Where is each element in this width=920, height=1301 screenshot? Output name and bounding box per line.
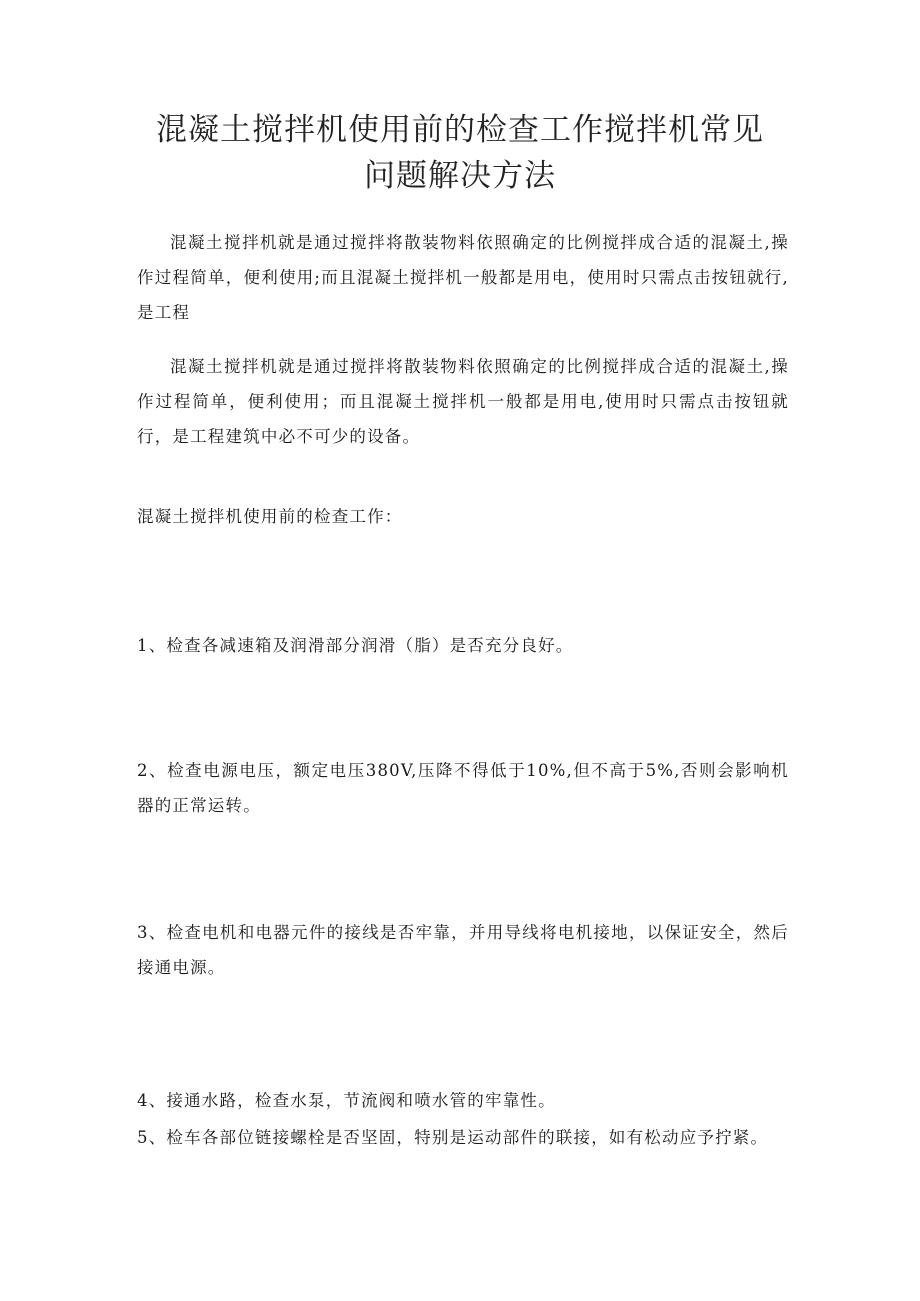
section-heading: 混凝土搅拌机使用前的检查工作：: [137, 507, 403, 526]
checklist-item-5: 5、检车各部位链接螺栓是否坚固，特别是运动部件的联接，如有松动应予拧紧。: [137, 1128, 769, 1147]
intro-paragraph-2: 混凝土搅拌机就是通过搅拌将散装物料依照确定的比例搅拌成合适的混凝土,操作过程简单，便利使用；而且混凝土搅拌机一般都是用电,使用时只需点击按钮就行，是工程建筑中必不可少的设备。: [137, 357, 789, 446]
checklist-item-3: 3、检查电机和电器元件的接线是否牢靠，并用导线将电机接地，以保证安全，然后接通电源。: [137, 923, 789, 977]
document-title-line-1: 混凝土搅拌机使用前的检查工作搅拌机常见: [156, 112, 764, 148]
checklist-item-4: 4、接通水路，检查水泵，节流阀和喷水管的牢靠性。: [137, 1091, 556, 1110]
checklist-item-1: 1、检查各减速箱及润滑部分润滑（脂）是否充分良好。: [137, 636, 574, 655]
intro-paragraph-1: 混凝土搅拌机就是通过搅拌将散装物料依照确定的比例搅拌成合适的混凝土,操作过程简单，便利使用;而且混凝土搅拌机一般都是用电，使用时只需点击按钮就行,是工程: [137, 233, 789, 322]
document-title-line-2: 问题解决方法: [364, 158, 556, 194]
checklist-item-2: 2、检查电源电压，额定电压380V,压降不得低于10%,但不高于5%,否则会影响机器的正常运转。: [137, 761, 789, 815]
